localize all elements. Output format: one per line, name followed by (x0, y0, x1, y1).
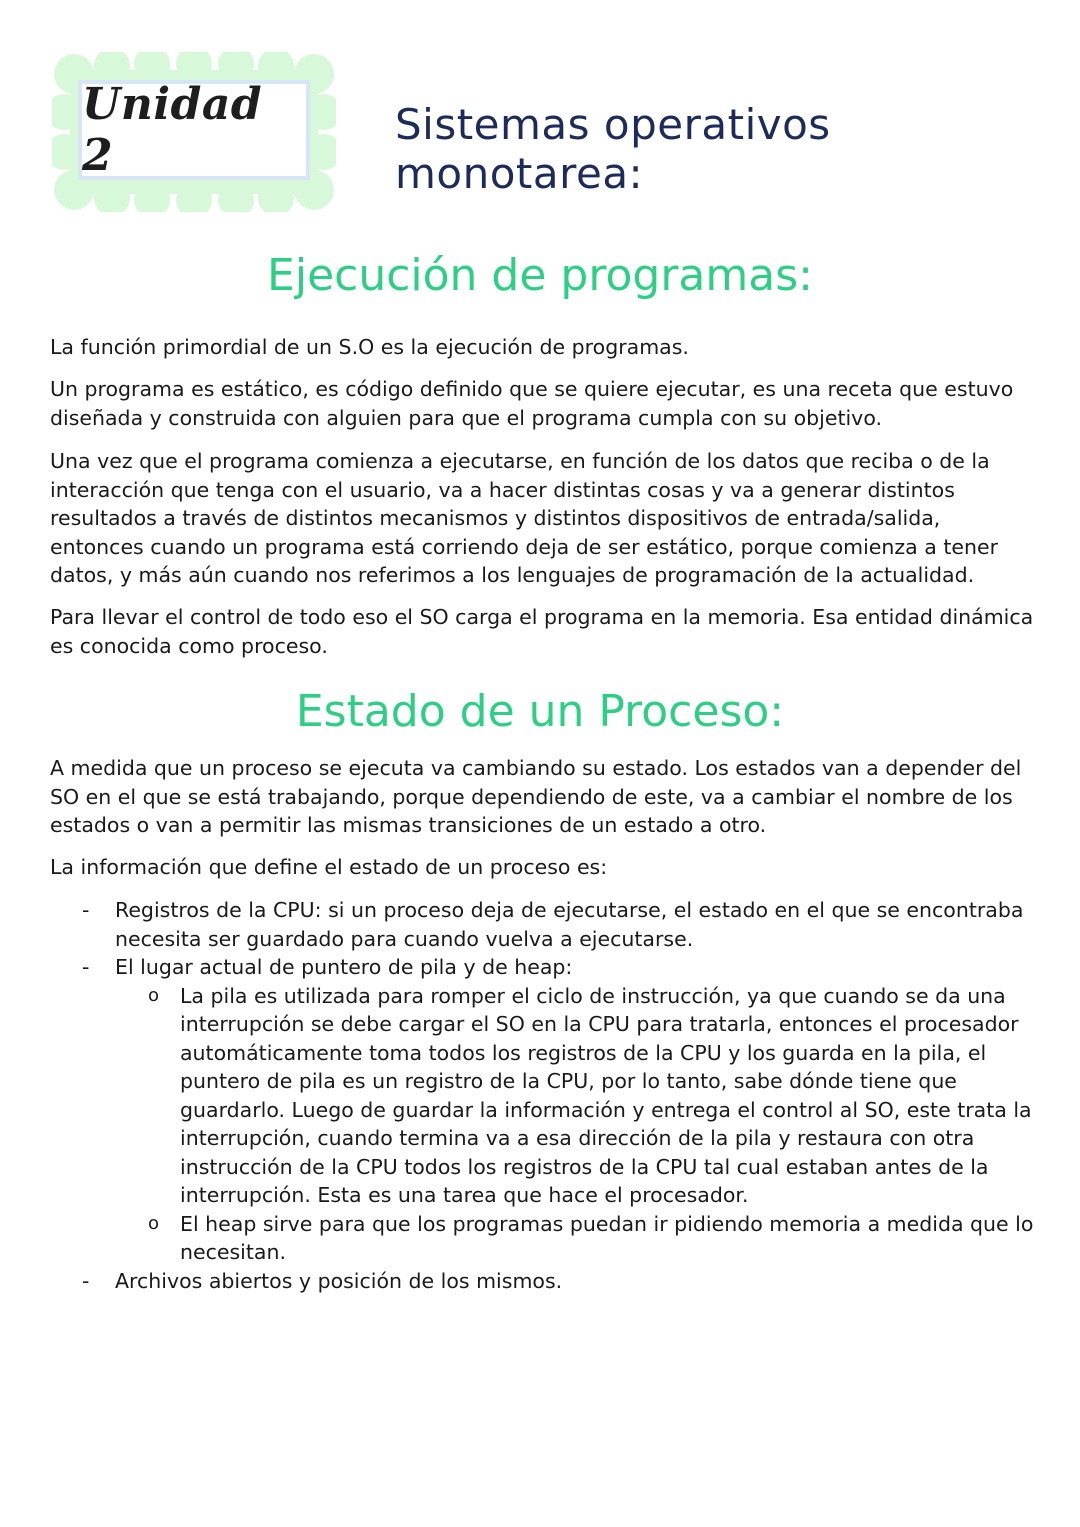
paragraph: Un programa es estático, es código definido que se quiere ejecutar, es una receta que estuvo diseñada y construida con alguien para que el programa cumpla con su objetivo. (50, 377, 1014, 430)
paragraph: Una vez que el programa comienza a ejecutarse, en función de los datos que reciba o de la interacción que tenga con el usuario, va a hacer distintas cosas y va a generar distintos resultados a través de distintos mecanismos y distintos dispositivos de entrada/salida, entonces cuando un programa está corriendo deja de ser estático, porque comienza a tener datos, y más aún cuando nos referimos a los lenguajes de programación de la actualidad. (50, 449, 999, 587)
paragraph: La función primordial de un S.O es la ejecución de programas. (50, 335, 689, 359)
circle-bullet: o (148, 1212, 160, 1234)
circle-bullet: o (148, 984, 160, 1006)
sublist-item-text: La pila es utilizada para romper el ciclo de instrucción, ya que cuando se da una interrupción se debe cargar el SO en la CPU para tratarla, entonces el procesador automáticamente toma todos los registros de la CPU y los guarda en la pila, el puntero de pila es un registro de la CPU, por lo tanto, sabe dónde tiene que guardarlo. Luego de guardar la información y entrega el control al SO, este trata la interrupción, cuando termina va a esa dirección de la pila y restaura con otra instrucción de la CPU todos los registros de la CPU tal cual estaban antes de la interrupción. Esta es una tarea que hace el procesador. (180, 983, 1032, 1207)
dash-bullet: - (82, 955, 90, 979)
list-item (50, 953, 1040, 1267)
list-item-text: Registros de la CPU: si un proceso deja de ejecutarse, el estado en el que se encontraba necesita ser guardado para cuando vuelva a ejecutarse. (115, 898, 1024, 951)
sublist-item (115, 1210, 1040, 1267)
list-item-text: Archivos abiertos y posición de los mismos. (115, 1268, 563, 1293)
document-title: Sistemas operativos monotarea: (395, 100, 831, 198)
unit-badge (52, 52, 336, 212)
list-item (50, 1267, 1040, 1296)
sublist-item-text: El heap sirve para que los programas puedan ir pidiendo memoria a medida que lo necesitan. (180, 1211, 1034, 1264)
paragraph: La información que define el estado de un proceso es: (50, 855, 608, 879)
sublist (115, 982, 1040, 1267)
section-heading-ejecucion: Ejecución de programas: (267, 250, 813, 301)
unit-label: Unidad 2 (82, 79, 263, 181)
sublist-item (115, 982, 1040, 1210)
list-item-text: El lugar actual de puntero de pila y de heap: (115, 955, 573, 979)
list-item (50, 896, 1040, 953)
state-info-list (50, 896, 1040, 1295)
dash-bullet: - (82, 1268, 90, 1293)
dash-bullet: - (82, 898, 90, 922)
paragraph: A medida que un proceso se ejecuta va cambiando su estado. Los estados van a depender del SO en el que se está trabajando, porque dependiendo de este, va a cambiar el nombre de los estados o van a permitir las mismas transiciones de un estado a otro. (50, 756, 1022, 837)
section-heading-estado: Estado de un Proceso: (295, 686, 785, 737)
unit-label-box (78, 80, 310, 180)
paragraph: Para llevar el control de todo eso el SO carga el programa en la memoria. Esa entidad dinámica es conocida como proceso. (50, 605, 1034, 658)
